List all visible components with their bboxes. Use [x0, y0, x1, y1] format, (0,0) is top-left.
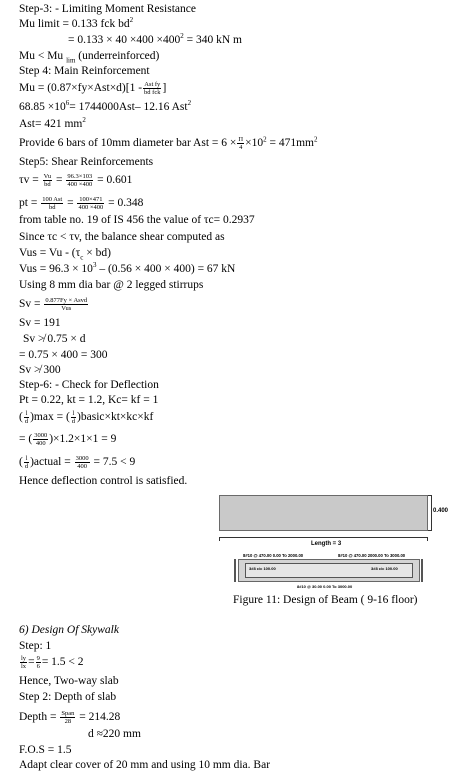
mu-compare-text: Mu < Mu [19, 50, 64, 62]
skywalk-heading: 6) Design Of Skywalk [19, 624, 119, 636]
pt-values-fraction: $\frac{100\times 471}{400 \times 400}$ [78, 196, 104, 211]
tau-v-values-fraction: $\frac{96.3\times 103}{400 \times 400}$ [67, 173, 93, 188]
ld-max-line: ( $\frac{l}{d}$ )max = ( $\frac{l}{d}$ )basic×kt×kc×kf [19, 410, 154, 425]
provide-bars-text: Provide 6 bars of 10mm diameter bar Ast = 6 × [19, 137, 237, 150]
depth-approx: d ≈220 mm [88, 728, 141, 740]
clear-cover-line: Adapt clear cover of 20 mm and using 10 mm dia. Bar [19, 759, 271, 771]
mu-limit-calc-text: = 0.133 × 40 ×400 ×400 [68, 34, 181, 46]
rebar-bottom-label: 8#10 @ 30.00 0.00 To 3000.00 [297, 584, 353, 589]
mu-limit-text: Mu limit = 0.133 fck bd [19, 18, 130, 30]
underreinforced-text: (underreinforced) [75, 50, 160, 62]
rebar-top-right-label: 8#10 @ 470.00 2000.00 To 3000.00 [338, 553, 406, 558]
sv-result: Sv = 191 [19, 317, 61, 329]
ast-fraction: $\frac{\text{Ast fy}}{\text{bd fck}}$ [144, 81, 161, 96]
ld-calc-fraction: $\frac{3000}{400}$ [34, 432, 48, 447]
mu-formula: Mu = (0.87×fy×Ast×d)[1 - $\frac{\text{Ast fy}}{\text{bd fck}}$ ] [19, 81, 167, 96]
pt-result: = 0.348 [108, 197, 144, 210]
step3-title: Step-3: - Limiting Moment Resistance [19, 3, 196, 15]
pt-kt-line: Pt = 0.22, kt = 1.2, Kc= kf = 1 [19, 394, 159, 406]
since-tau-line: Since τc < τv, the balance shear computed as [19, 231, 225, 243]
ly-lx-fraction: $\frac{ly}{lx}$ [21, 655, 27, 670]
vus-calc: Vus = $96.3 \times 10^3 - (0.56 \times 400 \times 400) = 67$ kN [19, 261, 236, 275]
step5-title: Step5: Shear Reinforcements [19, 156, 154, 168]
fos-line: F.O.S = 1.5 [19, 744, 72, 756]
tau-v-line: τv = $\frac{Vu}{bd}$ = $\frac{96.3\times 103}{400 \times 400}$ = 0.601 [19, 173, 133, 188]
mu-lim-sub: lim [66, 56, 76, 65]
stirrup-left-label: 3#8 c/c 100.00 [249, 566, 276, 571]
pi-fraction: $\frac{\Pi}{4}$ [238, 136, 244, 151]
ast-provided: = 471mm [266, 137, 314, 150]
sv-limit: Sv ≯ 0.75 × d [23, 333, 86, 345]
stirrup-right-label: 3#8 c/c 100.00 [371, 566, 398, 571]
depth-result: = 214.28 [79, 711, 121, 724]
ast-result: Ast= 421 $mm^2$ [19, 116, 86, 130]
beam-elevation [219, 495, 428, 531]
mu-limit-calc: = $0.133 \times 40 \times 400 \times 400^2 = 340$ kN m [68, 32, 242, 46]
beam-left-support [234, 559, 236, 582]
vus-formula: Vus = $Vu - (\tau_c \times bd)$ [19, 247, 111, 262]
pt-fraction: $\frac{\text{100 Ast}}{bd}$ [42, 196, 63, 211]
ast-equation-text: = 1744000Ast– 12.16 Ast [69, 101, 188, 113]
mu-limit-result: = 340 kN m [183, 34, 242, 46]
table19-line: from table no. 19 of IS 456 the value of τc= 0.2937 [19, 214, 255, 226]
ld-actual-line: ( $\frac{l}{d}$ )actual = $\frac{3000}{400}$ = 7.5 < 9 [19, 455, 136, 470]
provide-bars: Provide 6 bars of 10mm diameter bar Ast = 6 × $\frac{\Pi}{4}$ $\times 10^2 = 471mm^2$ [19, 135, 318, 151]
ld-actual-fraction: $\frac{3000}{400}$ [75, 455, 89, 470]
depth-dimension-line [428, 495, 432, 531]
depth-label: 0.400 [433, 508, 449, 514]
vu-bd-fraction: $\frac{Vu}{bd}$ [43, 173, 52, 188]
skywalk-step2: Step 2: Depth of slab [19, 691, 117, 703]
deflection-conclusion: Hence deflection control is satisfied. [19, 475, 188, 487]
rebar-top-left-label: 8#10 @ 470.00 0.00 To 2000.00 [243, 553, 304, 558]
depth-line: Depth = $\frac{\text{Span}}{28}$ = 214.28 [19, 710, 121, 725]
sv-fraction: $\frac{\text{0.877Fy × Asvd}}{\text{Vus}}$ [45, 297, 88, 312]
aspect-ratio-line: $\frac{ly}{lx}$ = $\frac{9}{6}$ = 1.5 < 2 [21, 655, 84, 670]
vus-calc-result: – (0.56 × 400 × 400) = 67 kN [96, 263, 236, 275]
step6-title: Step-6: - Check for Deflection [19, 379, 159, 391]
figure-caption: Figure 11: Design of Beam ( 9-16 floor) [233, 594, 418, 606]
two-way-slab: Hence, Two-way slab [19, 675, 119, 687]
sv-limit-calc: = 0.75 × 400 = 300 [19, 349, 108, 361]
ld-calc-line: = ( $\frac{3000}{400}$ )×1.2×1×1 = 9 [19, 432, 117, 447]
span-fraction: $\frac{\text{Span}}{28}$ [61, 710, 75, 725]
length-label: Length = 3 [311, 541, 342, 547]
mu-limit-line: Mu limit = 0.133 fck $bd^2$ [19, 16, 134, 30]
sv-final: Sv ≯ 300 [19, 364, 61, 376]
aspect-ratio-result: = 1.5 < 2 [41, 656, 84, 669]
step4-title: Step 4: Main Reinforcement [19, 65, 150, 77]
stirrups-line: Using 8 mm dia bar @ 2 legged stirrups [19, 279, 204, 291]
mu-compare [19, 50, 159, 63]
ast-equation: $68.85 \times 10^6= 1744000Ast-$ 12.16 Ast$^2$ [19, 99, 192, 113]
sv-formula: Sv = $\frac{\text{0.877Fy × Asvd}}{\text{Vus}}$ [19, 297, 88, 312]
mu-formula-text: Mu = (0.87×fy×Ast×d)[1 - [19, 82, 143, 95]
nine-six-fraction: $\frac{9}{6}$ [36, 655, 40, 670]
skywalk-step1: Step: 1 [19, 640, 52, 652]
pt-line: pt = $\frac{\text{100 Ast}}{bd}$ = $\frac{100\times 471}{400 \times 400}$ = 0.348 [19, 196, 144, 211]
tau-v-result: = 0.601 [97, 174, 133, 187]
beam-right-support [421, 559, 423, 582]
